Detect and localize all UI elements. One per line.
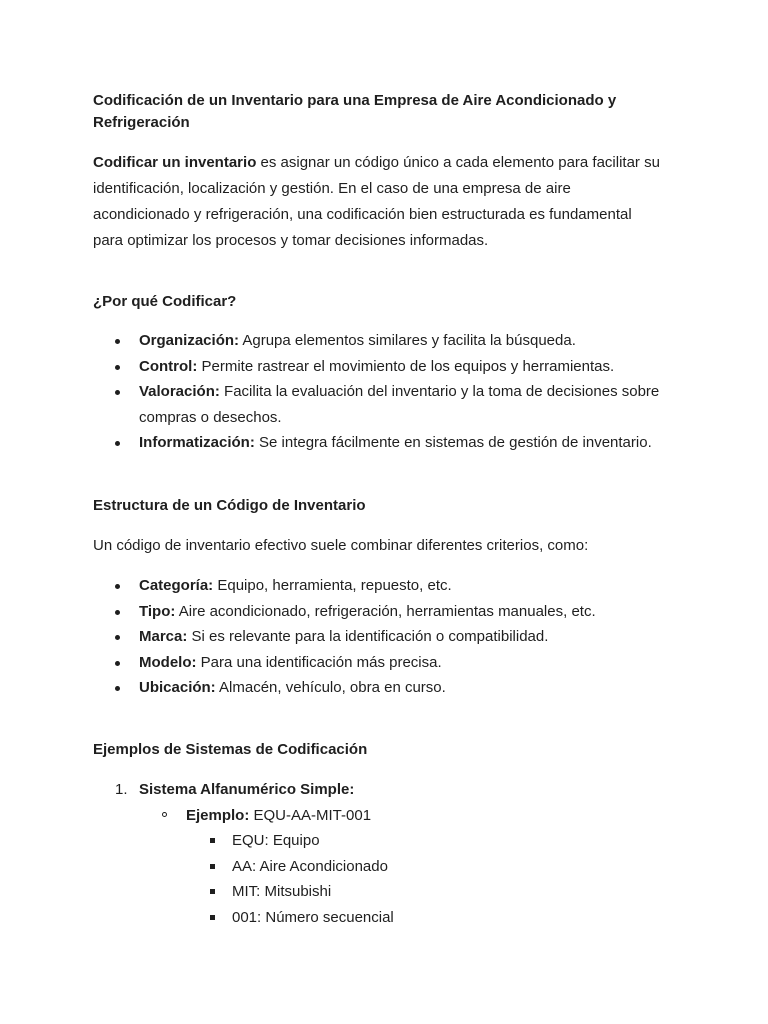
list-item-text: Almacén, vehículo, obra en curso. — [215, 679, 446, 696]
heading-examples: Ejemplos de Sistemas de Codificación — [93, 741, 368, 758]
list-item-text: Equipo, herramienta, repuesto, etc. — [213, 577, 452, 594]
intro-bold-term: Codificar un inventario — [93, 154, 257, 171]
list-item — [93, 675, 683, 701]
list-item — [93, 430, 683, 456]
bullet-icon — [115, 584, 120, 589]
heading-why: ¿Por qué Codificar? — [93, 293, 237, 310]
number-marker: 1. — [115, 781, 128, 798]
code-part-item — [93, 828, 683, 854]
list-item-text: Se integra fácilmente en sistemas de gestión de inventario. — [254, 434, 652, 451]
list-item — [93, 599, 683, 625]
list-item — [93, 573, 683, 599]
list-item-text: Facilita la evaluación del inventario y la toma de decisiones sobre compras o desechos. — [139, 383, 660, 426]
system-name: Sistema Alfanumérico Simple: — [139, 781, 355, 798]
list-item-text: Agrupa elementos similares y facilita la búsqueda. — [239, 332, 576, 349]
list-item-label: Organización: — [139, 332, 240, 349]
bullet-icon — [115, 686, 120, 691]
bullet-icon — [115, 661, 120, 666]
why-list — [93, 328, 683, 456]
list-item-text: Aire acondicionado, refrigeración, herramientas manuales, etc. — [175, 602, 596, 620]
circle-bullet-icon — [162, 812, 167, 817]
code-part-text: EQU: Equipo — [232, 832, 320, 849]
square-bullet-icon — [210, 915, 215, 920]
list-item-text: Para una identificación más precisa. — [196, 653, 442, 671]
document-title: Codificación de un Inventario para una Empresa de Aire Acondicionado y Refrigeración — [93, 92, 617, 131]
list-item — [93, 354, 683, 380]
list-item-label: Categoría: — [139, 577, 214, 594]
list-item-text: Si es relevante para la identificación o compatibilidad. — [187, 628, 549, 645]
list-item-label: Valoración: — [139, 383, 220, 400]
bullet-icon — [115, 390, 120, 395]
list-item-label: Marca: — [139, 628, 188, 645]
intro-text: es asignar un código único a cada elemento para facilitar su identificación, localización y gestión. En el caso de una empresa de aire acondicionado y refrigeración, una codificación bien estructurada es fundamental para optimizar los procesos y tomar decisiones informadas. — [93, 154, 660, 249]
bullet-icon — [115, 441, 120, 446]
list-item-label: Control: — [139, 357, 198, 375]
list-item — [93, 624, 683, 650]
bullet-icon — [115, 610, 120, 615]
square-bullet-icon — [210, 889, 215, 894]
examples-list — [93, 777, 683, 930]
list-item — [93, 328, 683, 354]
structure-intro: Un código de inventario efectivo suele combinar diferentes criterios, como: — [93, 537, 589, 554]
bullet-icon — [115, 339, 120, 344]
bullet-icon — [115, 365, 120, 370]
square-bullet-icon — [210, 864, 215, 869]
code-part-item — [93, 905, 683, 931]
structure-list — [93, 573, 683, 701]
list-item-label: Informatización: — [139, 434, 255, 451]
list-item-label: Ubicación: — [139, 679, 216, 696]
heading-structure: Estructura de un Código de Inventario — [93, 497, 366, 514]
list-item — [93, 379, 683, 430]
list-item-label: Tipo: — [139, 602, 176, 620]
list-item-label: Modelo: — [139, 653, 197, 671]
example-value: EQU-AA-MIT-001 — [249, 806, 372, 824]
code-part-text: AA: Aire Acondicionado — [232, 857, 388, 875]
numbered-item — [93, 777, 683, 803]
example-item — [93, 803, 683, 829]
code-part-text: MIT: Mitsubishi — [232, 883, 332, 900]
code-part-item — [93, 879, 683, 905]
code-part-text: 001: Número secuencial — [232, 908, 394, 926]
code-part-item — [93, 854, 683, 880]
list-item-text: Permite rastrear el movimiento de los equipos y herramientas. — [197, 357, 615, 375]
example-label: Ejemplo: — [186, 806, 250, 824]
list-item — [93, 650, 683, 676]
intro-paragraph — [93, 150, 663, 254]
square-bullet-icon — [210, 838, 215, 843]
bullet-icon — [115, 635, 120, 640]
